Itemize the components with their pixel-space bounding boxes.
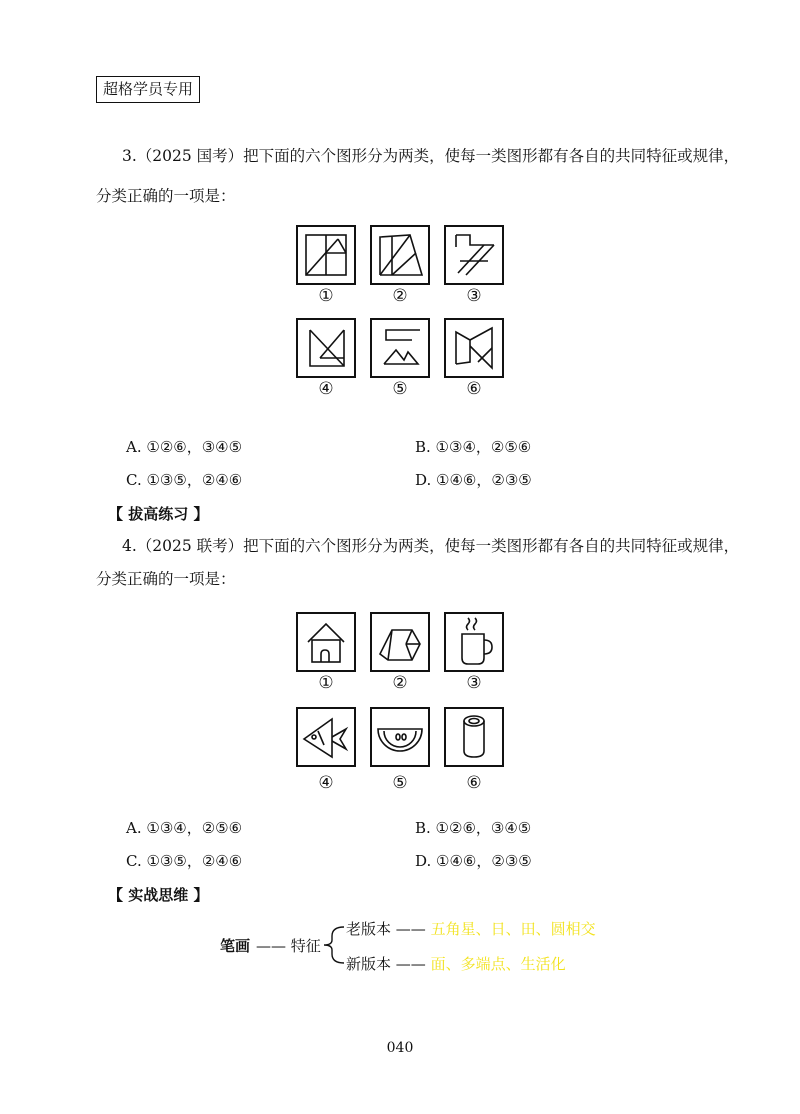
q3-stem-line2: 分类正确的一项是：: [96, 187, 236, 205]
q4-label-5: ⑤: [392, 773, 408, 793]
q3-figure-3: [444, 225, 504, 285]
q4-option-b[interactable]: B. ①②⑥，③④⑤: [415, 819, 532, 837]
mindmap-brace: [318, 924, 346, 966]
q3-label-3: ③: [466, 286, 482, 306]
q4-figure-cylinder: [444, 707, 504, 767]
page-number: 040: [386, 1040, 414, 1056]
q3-figure-2: [370, 225, 430, 285]
q4-label-1: ①: [318, 673, 334, 693]
q3-option-b[interactable]: B. ①③④，②⑤⑥: [415, 438, 532, 456]
q4-figure-cup: [444, 612, 504, 672]
q4-figure-block: [370, 612, 430, 672]
q4-stem-line2: 分类正确的一项是：: [96, 570, 236, 588]
q4-label-6: ⑥: [466, 773, 482, 793]
section-thinking-heading: 【 实战思维 】: [108, 886, 209, 904]
q3-option-a[interactable]: A. ①②⑥，③④⑤: [126, 438, 243, 456]
q4-figure-house: [296, 612, 356, 672]
mindmap-root: 笔画: [220, 937, 251, 955]
mindmap-new-item-3: 生活化: [520, 955, 566, 973]
q3-option-d[interactable]: D. ①④⑥，②③⑤: [415, 471, 532, 489]
q4-figure-watermelon: [370, 707, 430, 767]
mindmap-old-label: 老版本 ——: [346, 920, 426, 938]
mindmap-new-label: 新版本 ——: [346, 955, 426, 973]
q3-figure-1: [296, 225, 356, 285]
q3-label-4: ④: [318, 379, 334, 399]
q3-label-5: ⑤: [392, 379, 408, 399]
mindmap-new-row: 新版本 —— 面、多端点、生活化: [346, 955, 566, 973]
q4-option-a[interactable]: A. ①③④，②⑤⑥: [126, 819, 243, 837]
student-only-tag: 超格学员专用: [96, 76, 200, 103]
mindmap-old-item-3: 田: [520, 920, 536, 938]
q4-option-c[interactable]: C. ①③⑤，②④⑥: [126, 852, 243, 870]
section-improve-heading: 【 拔高练习 】: [108, 505, 209, 523]
q4-label-2: ②: [392, 673, 408, 693]
q4-figure-fish: [296, 707, 356, 767]
mindmap-feature: —— 特征: [256, 937, 321, 955]
q4-label-3: ③: [466, 673, 482, 693]
q4-stem-line1: 4.（2025 联考）把下面的六个图形分为两类，使每一类图形都有各自的共同特征或规律，: [122, 537, 740, 555]
q3-option-c[interactable]: C. ①③⑤，②④⑥: [126, 471, 243, 489]
mindmap-old-item-4: 圆相交: [550, 920, 596, 938]
q4-label-4: ④: [318, 773, 334, 793]
mindmap-old-item-2: 日: [490, 920, 506, 938]
mindmap-new-item-1: 面: [430, 955, 446, 973]
mindmap-old-item-1: 五角星: [430, 920, 476, 938]
q3-figure-6: [444, 318, 504, 378]
q3-label-2: ②: [392, 286, 408, 306]
q3-figure-5: [370, 318, 430, 378]
q3-label-6: ⑥: [466, 379, 482, 399]
mindmap-old-row: 老版本 —— 五角星、日、田、圆相交: [346, 920, 596, 938]
q3-stem-line1: 3.（2025 国考）把下面的六个图形分为两类，使每一类图形都有各自的共同特征或规律，: [122, 147, 740, 165]
q3-label-1: ①: [318, 286, 334, 306]
q4-option-d[interactable]: D. ①④⑥，②③⑤: [415, 852, 532, 870]
q3-figure-4: [296, 318, 356, 378]
mindmap-new-item-2: 多端点: [460, 955, 506, 973]
